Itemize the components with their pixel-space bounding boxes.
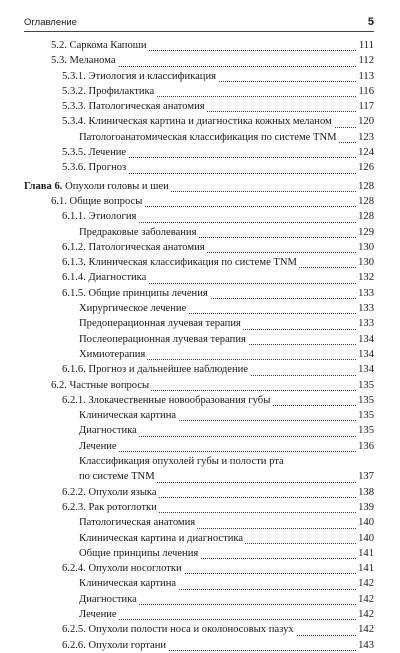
running-header xyxy=(24,10,374,28)
toc-entry-title: по системе TNM xyxy=(79,469,157,484)
toc-entry-title: 5.3.3. Патологическая анатомия xyxy=(62,99,207,114)
toc-entry-title: 6.1. Общие вопросы xyxy=(51,194,144,209)
toc-entry-title: 6.2.6. Опухоли гортани xyxy=(62,638,168,653)
toc-entry-title: Диагностика xyxy=(79,423,139,438)
toc-entry-title: Патологоанатомическая классификация по системе TNM xyxy=(79,130,339,145)
toc-page-number: 112 xyxy=(357,53,375,68)
toc-entry-title: 6.1.2. Патологическая анатомия xyxy=(62,240,207,255)
toc-page-number: 113 xyxy=(357,69,375,84)
toc-entry[interactable] xyxy=(0,316,400,331)
toc-entry-title: 6.1.4. Диагностика xyxy=(62,270,148,285)
toc-entry-title: Послеоперационная лучевая терапия xyxy=(79,332,248,347)
toc-entry[interactable] xyxy=(0,439,400,454)
toc-page-number: 116 xyxy=(357,84,375,99)
toc-page-number: 130 xyxy=(356,255,374,270)
toc-entry[interactable] xyxy=(0,114,400,129)
toc-page-number: 128 xyxy=(356,179,374,194)
toc-entry-title: Клиническая картина xyxy=(79,576,178,591)
toc-page-number: 124 xyxy=(356,145,374,160)
toc-page-number: 136 xyxy=(356,439,374,454)
toc-page-number: 142 xyxy=(356,592,374,607)
toc-entry[interactable] xyxy=(0,515,400,530)
toc-entry-title: Общие принципы лечения xyxy=(79,546,200,561)
toc-page-number: 126 xyxy=(356,160,374,175)
dot-leader xyxy=(79,619,364,620)
toc-page-number: 120 xyxy=(356,114,374,129)
toc-entry[interactable] xyxy=(0,347,400,362)
toc-entry-title: 6.2.5. Опухоли полости носа и околоносовых пазух xyxy=(62,622,296,637)
toc-entry-title: Клиническая картина xyxy=(79,408,178,423)
toc-entry[interactable] xyxy=(0,408,400,423)
toc-entry-title: 6.2.2. Опухоли языка xyxy=(62,485,159,500)
toc-entry-title: 5.3. Меланома xyxy=(51,53,118,68)
toc-page-number: 142 xyxy=(356,622,374,637)
toc-entry[interactable] xyxy=(0,500,400,515)
dot-leader xyxy=(79,451,364,452)
toc-page-number: 142 xyxy=(356,576,374,591)
toc-page-number: 140 xyxy=(356,515,374,530)
toc-page-number: 137 xyxy=(356,469,374,484)
toc-entry[interactable] xyxy=(0,53,400,68)
toc-entry-title: Химиотерапия xyxy=(79,347,147,362)
toc-page-number: 135 xyxy=(356,423,374,438)
toc-page-number: 141 xyxy=(356,561,374,576)
toc-page-number: 129 xyxy=(356,225,374,240)
toc-entry-title: Лечение xyxy=(79,607,119,622)
toc-entry-title: Предоперационная лучевая терапия xyxy=(79,316,243,331)
toc-entry-title: 6.2.3. Рак ротоглотки xyxy=(62,500,159,515)
toc-entry[interactable] xyxy=(0,638,400,653)
toc-entry-title: Предраковые заболевания xyxy=(79,225,198,240)
toc-page-number: 138 xyxy=(356,485,374,500)
toc-entry[interactable] xyxy=(0,546,400,561)
header-page-number: 5 xyxy=(367,16,374,28)
toc-entry-title: Хирургическое лечение xyxy=(79,301,188,316)
header-rule xyxy=(24,31,374,32)
toc-entry-title: 5.3.6. Прогноз xyxy=(62,160,128,175)
toc-entry[interactable] xyxy=(0,209,400,224)
toc-entry[interactable] xyxy=(0,576,400,591)
toc-page-number: 134 xyxy=(356,347,374,362)
header-title: Оглавление xyxy=(24,17,77,28)
toc-page-number: 134 xyxy=(356,332,374,347)
toc-entry[interactable] xyxy=(0,160,400,175)
toc-page-number: 130 xyxy=(356,240,374,255)
toc-entry-title: 6.1.3. Клиническая классификация по системе TNM xyxy=(62,255,299,270)
chapter-title: Опухоли головы и шеи xyxy=(65,180,169,192)
toc-entry-title: Клиническая картина и диагностика xyxy=(79,531,245,546)
toc-entry[interactable] xyxy=(0,255,400,270)
toc-page-number: 117 xyxy=(357,99,375,114)
toc-entry-title: Классификация опухолей губы и полости рта xyxy=(79,454,284,469)
toc-page-number: 135 xyxy=(356,393,374,408)
toc-chapter-entry[interactable] xyxy=(0,179,400,194)
toc-entry[interactable] xyxy=(0,130,400,145)
toc-entry[interactable] xyxy=(0,225,400,240)
toc-entry-title: 5.2. Саркома Капоши xyxy=(51,38,149,53)
toc-page-number: 143 xyxy=(356,638,374,653)
toc-entry[interactable] xyxy=(0,301,400,316)
toc-page-number: 140 xyxy=(356,531,374,546)
toc-entry-title: Лечение xyxy=(79,439,119,454)
toc-page-number: 132 xyxy=(356,270,374,285)
toc-entry[interactable] xyxy=(0,270,400,285)
toc-entry-title: 5.3.2. Профилактика xyxy=(62,84,156,99)
toc-entry[interactable] xyxy=(0,145,400,160)
toc-entry[interactable] xyxy=(0,485,400,500)
toc-entry[interactable] xyxy=(0,240,400,255)
toc-entry[interactable] xyxy=(0,69,400,84)
toc-page-number: 135 xyxy=(356,378,374,393)
toc-entry[interactable] xyxy=(0,378,400,393)
toc-entry[interactable] xyxy=(0,531,400,546)
toc-entry-title: Патологическая анатомия xyxy=(79,515,197,530)
toc-entry-title xyxy=(24,179,171,194)
toc-entry[interactable] xyxy=(0,38,400,53)
toc-entry-title: Диагностика xyxy=(79,592,139,607)
toc-page-number: 142 xyxy=(356,607,374,622)
toc-page-number: 135 xyxy=(356,408,374,423)
toc-entry-title: 6.1.5. Общие принципы лечения xyxy=(62,286,210,301)
toc-entry[interactable] xyxy=(0,84,400,99)
toc-entry[interactable] xyxy=(0,469,400,484)
toc-entry-title: 6.1.6. Прогноз и дальнейшее наблюдение xyxy=(62,362,250,377)
toc-entry-title: 5.3.4. Клиническая картина и диагностика кожных меланом xyxy=(62,114,334,129)
toc-page-number: 134 xyxy=(356,362,374,377)
toc-entry[interactable] xyxy=(0,592,400,607)
toc-page-number: 123 xyxy=(356,130,374,145)
toc-page-number: 128 xyxy=(356,209,374,224)
toc-page-number: 133 xyxy=(356,286,374,301)
toc-entry[interactable] xyxy=(0,454,400,469)
toc-entry[interactable] xyxy=(0,393,400,408)
toc-entry[interactable] xyxy=(0,99,400,114)
toc-entry-title: 6.2. Частные вопросы xyxy=(51,378,151,393)
toc-entry-title: 5.3.5. Лечение xyxy=(62,145,128,160)
toc-entry[interactable] xyxy=(0,607,400,622)
toc-entry[interactable] xyxy=(0,286,400,301)
toc-entry-title: 6.2.4. Опухоли носоглотки xyxy=(62,561,184,576)
toc-page-number: 111 xyxy=(357,38,374,53)
toc-page-number: 139 xyxy=(356,500,374,515)
toc-entry[interactable] xyxy=(0,561,400,576)
toc-entry-title: 6.1.1. Этиология xyxy=(62,209,138,224)
toc-page-number: 133 xyxy=(356,316,374,331)
toc-entry-title: 5.3.1. Этиология и классификация xyxy=(62,69,218,84)
toc-entry-title: 6.2.1. Злокачественные новообразования губы xyxy=(62,393,272,408)
toc-page-number: 141 xyxy=(356,546,374,561)
toc-entry[interactable] xyxy=(0,622,400,637)
toc-page-number: 128 xyxy=(356,194,374,209)
toc-entry[interactable] xyxy=(0,362,400,377)
chapter-label: Глава 6. xyxy=(24,180,63,192)
toc-entry[interactable] xyxy=(0,423,400,438)
toc-page-number: 133 xyxy=(356,301,374,316)
table-of-contents xyxy=(0,38,400,653)
toc-entry[interactable] xyxy=(0,332,400,347)
toc-entry[interactable] xyxy=(0,194,400,209)
